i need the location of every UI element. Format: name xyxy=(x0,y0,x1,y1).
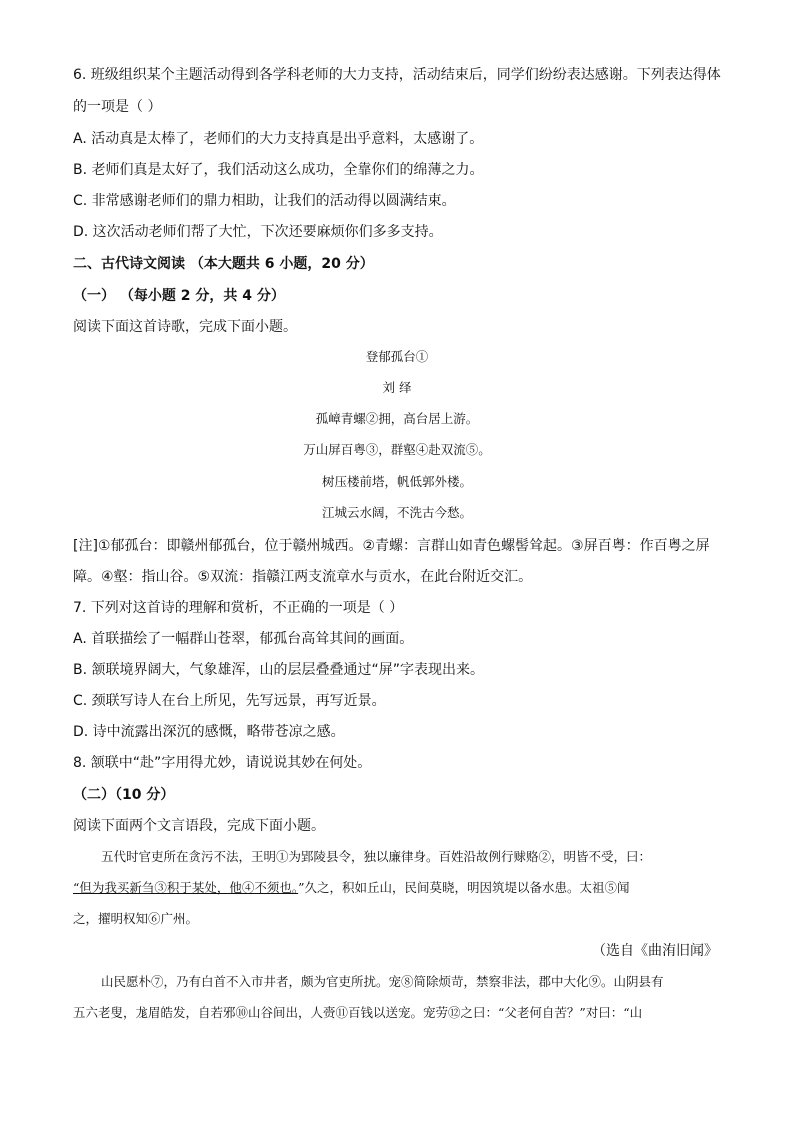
section2-heading: 二、古代诗文阅读 （本大题共 6 小题，20 分） xyxy=(73,256,374,272)
poem-title: 登郁孤台① xyxy=(365,349,429,364)
q7-option-d: D. 诗中流露出深沉的感慨，略带苍凉之感。 xyxy=(73,724,345,740)
passage1-line3: 之，擢明权知⑥广州。 xyxy=(73,911,199,926)
q7-option-b: B. 颔联境界阔大，气象雄浑，山的层层叠叠通过“屏”字表现出来。 xyxy=(73,662,485,678)
poem-line-4: 江城云水阔，不洗古今愁。 xyxy=(321,505,472,520)
passage1-line1: 五代时官吏所在贪污不法，王明①为郢陵县令，独以廉律身。百姓沿故例行赇赂②，明皆不受，曰： xyxy=(101,849,652,864)
part2-heading: （二）（10 分） xyxy=(73,787,175,803)
q7-option-c: C. 颈联写诗人在台上所见，先写远景，再写近景。 xyxy=(73,693,386,709)
q8-stem: 8. 颔联中“赴”字用得尤妙，请说说其妙在何处。 xyxy=(73,755,372,771)
poem-author: 刘 绎 xyxy=(382,380,412,395)
q6-stem-line1: 6. 班级组织某个主题活动得到各学科老师的大力支持，活动结束后，同学们纷纷表达感谢。下列表达得体 xyxy=(73,67,721,83)
passage1-underlined-quote: “但为我买新刍③积于某处，他④不须也。 xyxy=(73,880,299,895)
passage2-line2: 五六老叟，尨眉皓发，自若邪⑩山谷间出，人赍⑪百钱以送宠。宠劳⑫之曰：“父老何自苦？”对曰：“山 xyxy=(73,1005,643,1020)
poem-line-3: 树压楼前塔，帆低郭外楼。 xyxy=(321,474,472,489)
poem-line-1: 孤嶂青螺②拥，高台居上游。 xyxy=(315,411,479,426)
passage2-line1: 山民愿朴⑦，乃有白首不入市井者，颇为官吏所扰。宠⑧简除烦苛，禁察非法，郡中大化⑨。山阴县有 xyxy=(101,974,664,989)
q6-option-a: A. 活动真是太棒了，老师们的大力支持真是出乎意料，太感谢了。 xyxy=(73,131,484,147)
q6-stem-line2: 的一项是（ ） xyxy=(73,99,162,115)
part1-heading: （一） （每小题 2 分，共 4 分） xyxy=(73,288,285,304)
poem-notes-line2: 障。④壑：指山谷。⑤双流：指赣江两支流章水与贡水，在此台附近交汇。 xyxy=(73,569,533,585)
q7-stem: 7. 下列对这首诗的理解和赏析，不正确的一项是（ ） xyxy=(73,600,404,616)
passage1-line2 xyxy=(73,880,630,896)
q6-option-c: C. 非常感谢老师们的鼎力相助，让我们的活动得以圆满结束。 xyxy=(73,193,456,209)
part1-instruction: 阅读下面这首诗歌，完成下面小题。 xyxy=(73,319,297,335)
poem-line-2: 万山屏百粤③，群壑④赴双流⑤。 xyxy=(303,442,491,457)
part2-instruction: 阅读下面两个文言语段，完成下面小题。 xyxy=(73,818,325,834)
poem-notes-line1: [注]①郁孤台：即赣州郁孤台，位于赣州城西。②青螺：言群山如青色螺髻耸起。③屏百粤：作百粤之屏 xyxy=(73,538,710,554)
passage1-source: （选自《曲洧旧闻》 xyxy=(592,943,718,959)
passage1-line2-rest: ”久之，积如丘山，民间莫晓，明因筑堤以备水患。太祖⑤闻 xyxy=(298,880,630,895)
q7-option-a: A. 首联描绘了一幅群山苍翠，郁孤台高耸其间的画面。 xyxy=(73,631,414,647)
q6-option-d: D. 这次活动老师们帮了大忙，下次还要麻烦你们多多支持。 xyxy=(73,224,443,240)
q6-option-b: B. 老师们真是太好了，我们活动这么成功，全靠你们的绵薄之力。 xyxy=(73,162,484,178)
